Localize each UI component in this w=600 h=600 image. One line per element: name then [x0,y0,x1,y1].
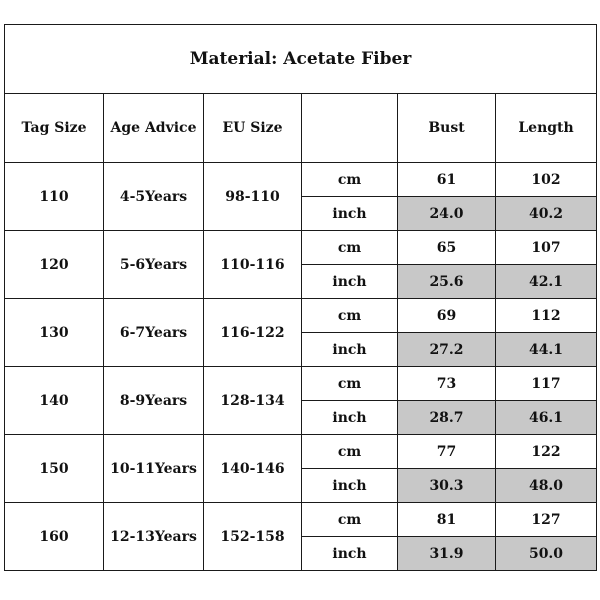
age-advice-cell: 8-9Years [104,367,204,435]
unit-cm-cell: cm [302,231,398,265]
length-cm-cell: 107 [496,231,597,265]
eu-size-cell: 98-110 [204,163,302,231]
bust-cm-cell: 73 [398,367,496,401]
age-advice-cell: 10-11Years [104,435,204,503]
title-row [5,25,597,94]
age-advice-cell: 5-6Years [104,231,204,299]
size-row-cm [5,299,597,333]
age-advice-cell: 4-5Years [104,163,204,231]
tag-size-cell: 160 [5,503,104,571]
unit-inch-cell: inch [302,401,398,435]
header-row [5,94,597,163]
eu-size-cell: 152-158 [204,503,302,571]
header-unit [302,94,398,163]
bust-inch-cell: 24.0 [398,197,496,231]
unit-cm-cell: cm [302,435,398,469]
eu-size-cell: 140-146 [204,435,302,503]
eu-size-cell: 128-134 [204,367,302,435]
header-eu-size: EU Size [204,94,302,163]
unit-inch-cell: inch [302,265,398,299]
tag-size-cell: 120 [5,231,104,299]
size-row-cm [5,367,597,401]
unit-inch-cell: inch [302,197,398,231]
size-row-cm [5,231,597,265]
bust-cm-cell: 69 [398,299,496,333]
length-cm-cell: 112 [496,299,597,333]
bust-cm-cell: 77 [398,435,496,469]
chart-title: Material: Acetate Fiber [5,25,597,94]
header-length: Length [496,94,597,163]
unit-inch-cell: inch [302,537,398,571]
length-inch-cell: 44.1 [496,333,597,367]
unit-cm-cell: cm [302,503,398,537]
bust-inch-cell: 31.9 [398,537,496,571]
bust-inch-cell: 28.7 [398,401,496,435]
size-row-cm [5,435,597,469]
age-advice-cell: 12-13Years [104,503,204,571]
bust-inch-cell: 27.2 [398,333,496,367]
length-inch-cell: 48.0 [496,469,597,503]
length-inch-cell: 42.1 [496,265,597,299]
bust-inch-cell: 30.3 [398,469,496,503]
length-inch-cell: 40.2 [496,197,597,231]
unit-inch-cell: inch [302,333,398,367]
age-advice-cell: 6-7Years [104,299,204,367]
length-cm-cell: 102 [496,163,597,197]
eu-size-cell: 110-116 [204,231,302,299]
eu-size-cell: 116-122 [204,299,302,367]
length-cm-cell: 127 [496,503,597,537]
tag-size-cell: 140 [5,367,104,435]
unit-cm-cell: cm [302,163,398,197]
header-age-advice: Age Advice [104,94,204,163]
tag-size-cell: 110 [5,163,104,231]
unit-inch-cell: inch [302,469,398,503]
length-cm-cell: 117 [496,367,597,401]
bust-cm-cell: 61 [398,163,496,197]
header-tag-size: Tag Size [5,94,104,163]
bust-inch-cell: 25.6 [398,265,496,299]
bust-cm-cell: 65 [398,231,496,265]
tag-size-cell: 130 [5,299,104,367]
bust-cm-cell: 81 [398,503,496,537]
size-row-cm [5,163,597,197]
size-chart-table [4,24,597,571]
length-inch-cell: 46.1 [496,401,597,435]
length-cm-cell: 122 [496,435,597,469]
length-inch-cell: 50.0 [496,537,597,571]
size-row-cm [5,503,597,537]
unit-cm-cell: cm [302,299,398,333]
unit-cm-cell: cm [302,367,398,401]
header-bust: Bust [398,94,496,163]
tag-size-cell: 150 [5,435,104,503]
